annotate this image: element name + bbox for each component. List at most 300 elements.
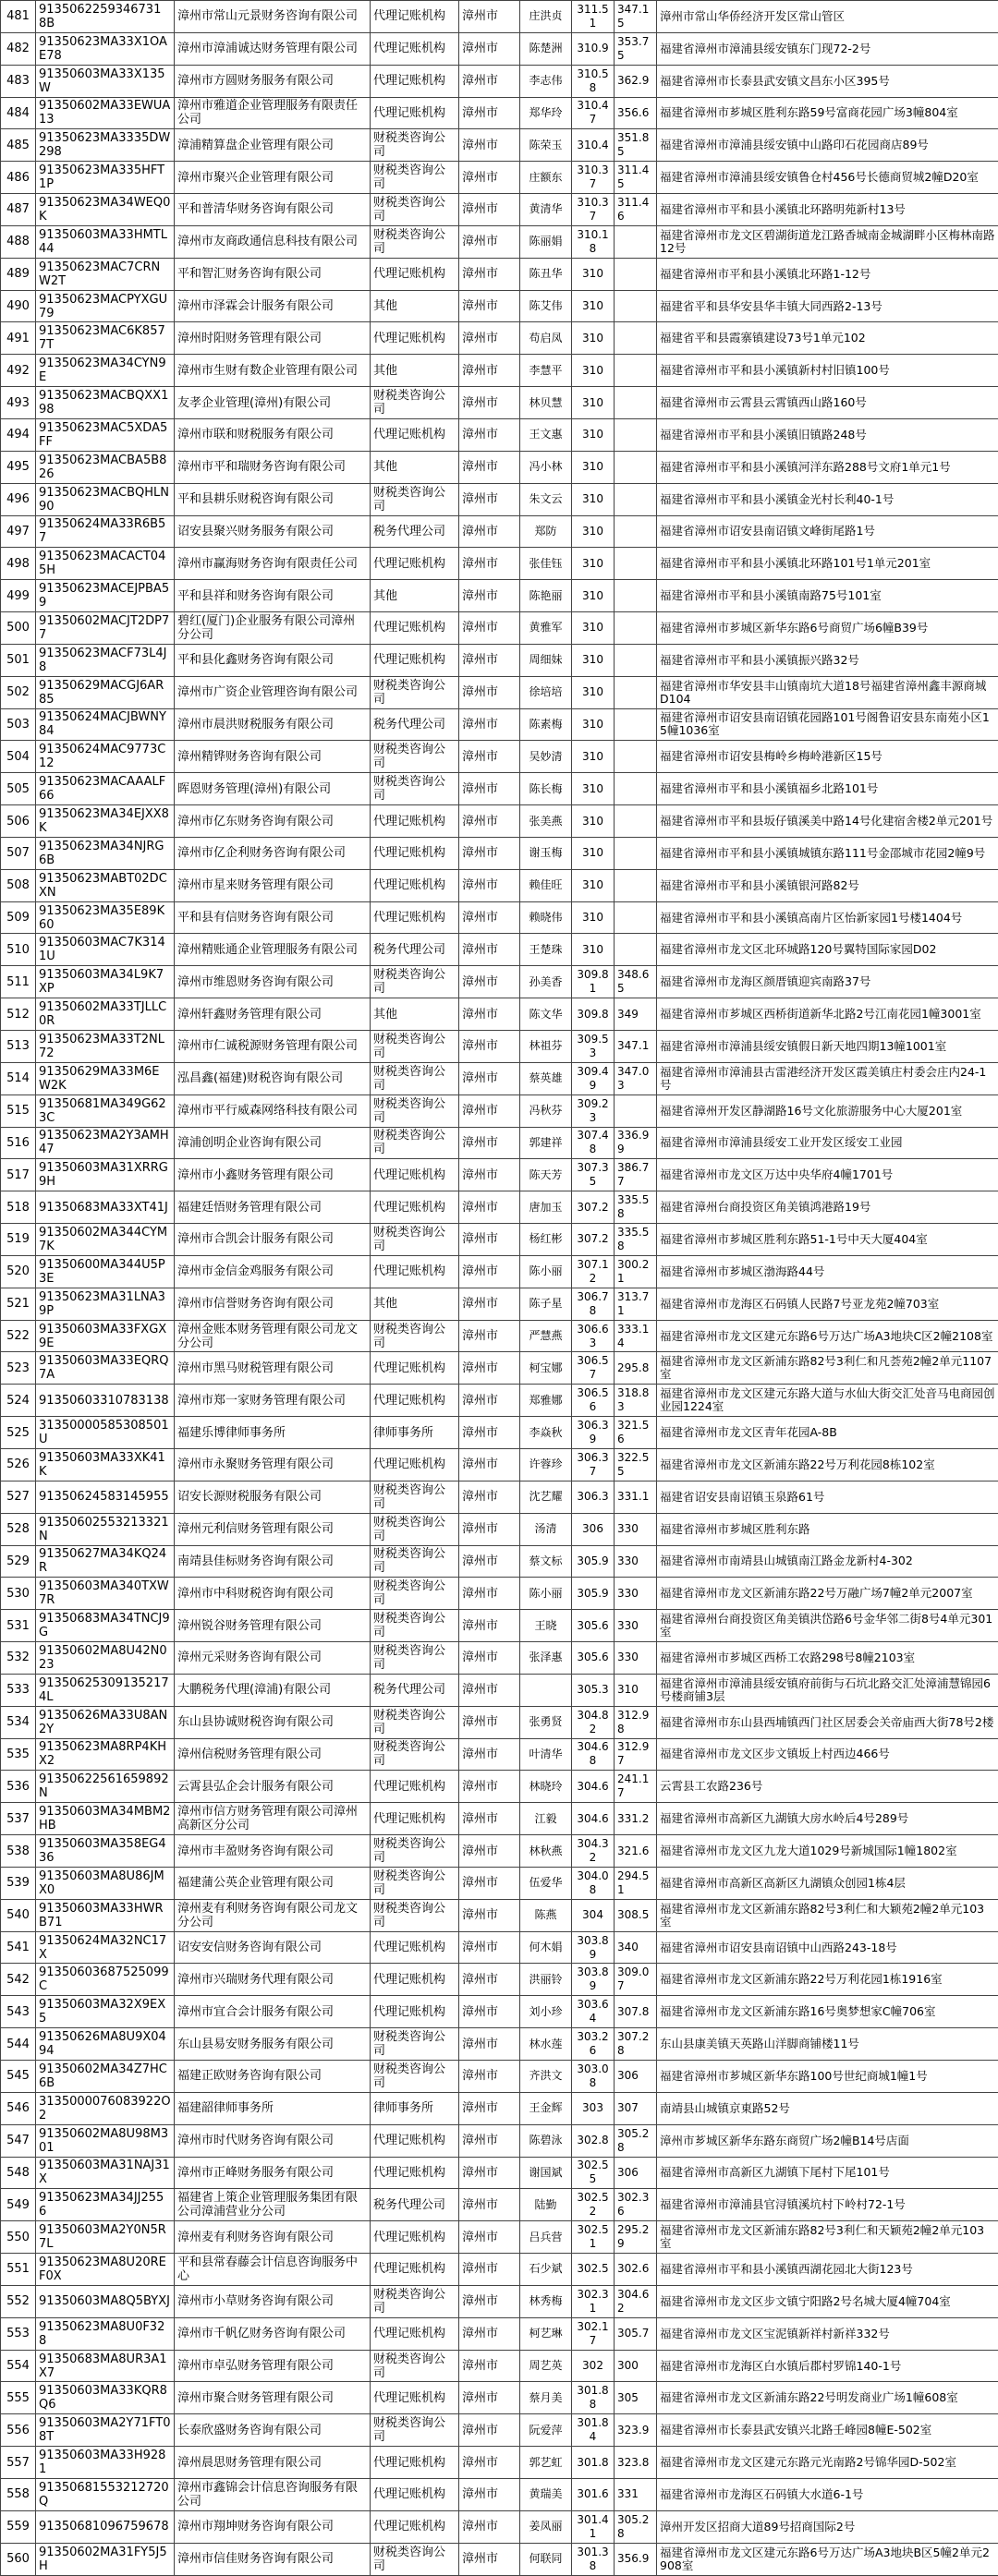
- person-in-charge: 陆勤: [520, 2189, 572, 2221]
- table-row: [1, 1578, 998, 1610]
- table-row: [1, 322, 998, 355]
- credit-code: 91350623MA335HFT1P: [36, 162, 175, 194]
- org-type: 财税类咨询公司: [371, 773, 459, 805]
- score-2: 386.77: [615, 1159, 657, 1191]
- org-type: 财税类咨询公司: [371, 1320, 459, 1352]
- org-type: 财税类咨询公司: [371, 741, 459, 773]
- score-2: 335.58: [615, 1224, 657, 1256]
- row-index: 482: [1, 32, 36, 65]
- score-1: 310.18: [572, 225, 615, 258]
- org-type: 代理记账机构: [371, 1191, 459, 1224]
- score-2: 318.83: [615, 1385, 657, 1417]
- org-type: 税务代理公司: [371, 1674, 459, 1706]
- region: 漳州市: [459, 515, 520, 548]
- row-index: 551: [1, 2254, 36, 2286]
- row-index: 532: [1, 1642, 36, 1675]
- address: 福建省漳州市龙文区九龙大道1029号新城国际1幢1802室: [657, 1835, 998, 1868]
- credit-code: 91350603MA33H9281: [36, 2447, 175, 2479]
- score-2: 353.75: [615, 32, 657, 65]
- address: 福建省漳州市诏安县南诏镇花园路101号阁鲁诏安县东南苑小区15幢1036室: [657, 708, 998, 741]
- person-in-charge: 庄额东: [520, 162, 572, 194]
- row-index: 503: [1, 708, 36, 741]
- table-row: [1, 869, 998, 901]
- table-row: [1, 387, 998, 419]
- person-in-charge: 沈艺耀: [520, 1481, 572, 1513]
- credit-code: 91350623MA31LNA39P: [36, 1288, 175, 1320]
- credit-code: 91350623MA33T2NL72: [36, 1031, 175, 1063]
- score-1: 303: [572, 2092, 615, 2124]
- credit-code: 91350603310783138: [36, 1385, 175, 1417]
- table-row: [1, 2510, 998, 2543]
- org-type: 财税类咨询公司: [371, 225, 459, 258]
- score-2: [615, 451, 657, 483]
- table-row: [1, 2157, 998, 2189]
- score-2: 305.7: [615, 2317, 657, 2350]
- org-type: 财税类咨询公司: [371, 676, 459, 708]
- score-1: 310: [572, 451, 615, 483]
- table-row: [1, 258, 998, 290]
- table-row: [1, 1094, 998, 1127]
- person-in-charge: 李焱秋: [520, 1417, 572, 1449]
- credit-code: 91350623MACAAALF66: [36, 773, 175, 805]
- company-name: 漳州麦有利财务咨询有限公司: [175, 2221, 371, 2254]
- credit-code: 91350623MA8RP4KHX2: [36, 1738, 175, 1771]
- person-in-charge: 庄洪贞: [520, 1, 572, 33]
- person-in-charge: 陈子星: [520, 1288, 572, 1320]
- region: 漳州市: [459, 2317, 520, 2350]
- company-name: 漳州轩鑫财务管理有限公司: [175, 998, 371, 1031]
- company-name: 平和普清华财务咨询有限公司: [175, 194, 371, 226]
- score-1: 305.3: [572, 1674, 615, 1706]
- score-1: 307.12: [572, 1255, 615, 1288]
- table-row: [1, 65, 998, 97]
- score-2: 241.17: [615, 1771, 657, 1803]
- person-in-charge: 周艺英: [520, 2350, 572, 2382]
- row-index: 501: [1, 644, 36, 676]
- region: 漳州市: [459, 2028, 520, 2061]
- row-index: 523: [1, 1352, 36, 1385]
- address: 福建省漳州市龙文区新浦东路82号3利仁和天颖苑2幢2单元103室: [657, 2221, 998, 2254]
- person-in-charge: 张泽惠: [520, 1642, 572, 1675]
- company-name: 平和县有信财务咨询有限公司: [175, 901, 371, 934]
- address: 福建省漳州市漳浦县官浔镇溪坑村下岭村72-1号: [657, 2189, 998, 2221]
- company-name: 漳州锐谷财务管理有限公司: [175, 1610, 371, 1642]
- row-index: 493: [1, 387, 36, 419]
- credit-code: 91350603MA2Y0N5R7L: [36, 2221, 175, 2254]
- table-row: [1, 612, 998, 645]
- score-2: 330: [615, 1578, 657, 1610]
- address: 福建省漳州市芗城区渤海路44号: [657, 1255, 998, 1288]
- table-row: [1, 1964, 998, 1996]
- company-name: 漳州市雅道企业管理服务有限责任公司: [175, 97, 371, 129]
- org-type: 代理记账机构: [371, 2317, 459, 2350]
- org-type: 财税类咨询公司: [371, 1738, 459, 1771]
- score-2: [615, 676, 657, 708]
- region: 漳州市: [459, 322, 520, 355]
- score-2: 321.56: [615, 1417, 657, 1449]
- person-in-charge: 陈文华: [520, 998, 572, 1031]
- org-type: 财税类咨询公司: [371, 483, 459, 515]
- address: 福建省漳州市高新区九湖镇大房水岭后4号289号: [657, 1803, 998, 1835]
- region: 漳州市: [459, 966, 520, 998]
- address: 福建省漳州市龙文区青年花园A-8B: [657, 1417, 998, 1449]
- score-2: 294.51: [615, 1867, 657, 1899]
- org-type: 其他: [371, 355, 459, 387]
- company-name: 碧红(厦门)企业服务有限公司漳州分公司: [175, 612, 371, 645]
- company-name: 漳州市星来财务管理有限公司: [175, 869, 371, 901]
- row-index: 508: [1, 869, 36, 901]
- credit-code: 91350603MA34L9K7XP: [36, 966, 175, 998]
- address: 漳州开发区招商大道89号招商国际2号: [657, 2510, 998, 2543]
- org-type: 代理记账机构: [371, 644, 459, 676]
- row-index: 485: [1, 129, 36, 162]
- org-type: 代理记账机构: [371, 1385, 459, 1417]
- org-type: 代理记账机构: [371, 1255, 459, 1288]
- address: 福建省漳州市龙海区石码镇人民路7号亚龙苑2幢703室: [657, 1288, 998, 1320]
- org-type: 财税类咨询公司: [371, 2414, 459, 2447]
- person-in-charge: 张佳钰: [520, 548, 572, 580]
- address: 福建省漳州市芗城区新华东路6号商贸广场6幢B39号: [657, 612, 998, 645]
- company-name: 漳州市时代财务咨询有限公司: [175, 2124, 371, 2157]
- score-2: 330: [615, 1513, 657, 1545]
- company-name: 漳州市宜合会计服务有限公司: [175, 1996, 371, 2028]
- person-in-charge: 黄清华: [520, 194, 572, 226]
- table-row: [1, 1931, 998, 1964]
- region: 漳州市: [459, 2350, 520, 2382]
- org-type: 律师事务所: [371, 1417, 459, 1449]
- region: 漳州市: [459, 2478, 520, 2510]
- score-1: 305.6: [572, 1610, 615, 1642]
- address: 福建省漳州市芗城区胜利东路: [657, 1513, 998, 1545]
- table-row: [1, 1417, 998, 1449]
- table-row: [1, 708, 998, 741]
- credit-code: 91350600MA344U5P3E: [36, 1255, 175, 1288]
- person-in-charge: 林秀梅: [520, 2285, 572, 2317]
- table-row: [1, 1803, 998, 1835]
- score-2: [615, 708, 657, 741]
- row-index: 555: [1, 2382, 36, 2414]
- person-in-charge: 朱文云: [520, 483, 572, 515]
- credit-code: 91350626MA33U8AN2Y: [36, 1706, 175, 1738]
- score-1: 303.89: [572, 1931, 615, 1964]
- row-index: 487: [1, 194, 36, 226]
- score-1: 302.51: [572, 2221, 615, 2254]
- region: 漳州市: [459, 1127, 520, 1159]
- table-row: [1, 901, 998, 934]
- address: 福建省漳州市龙文区新浦东路22号万利花园8栋102室: [657, 1448, 998, 1481]
- org-type: 律师事务所: [371, 2092, 459, 2124]
- score-2: [615, 258, 657, 290]
- credit-code: 91350602MACJT2DP77: [36, 612, 175, 645]
- credit-code: 91350623MA8U20REF0X: [36, 2254, 175, 2286]
- org-type: 税务代理公司: [371, 515, 459, 548]
- org-type: 代理记账机构: [371, 1, 459, 33]
- region: 漳州市: [459, 97, 520, 129]
- score-2: 300: [615, 2350, 657, 2382]
- address: 福建省漳州市平和县小溪镇高南片区怡新家园1号楼1404号: [657, 901, 998, 934]
- table-row: [1, 966, 998, 998]
- score-1: 309.81: [572, 966, 615, 998]
- score-2: 331: [615, 2478, 657, 2510]
- table-row: [1, 2285, 998, 2317]
- score-1: 311.51: [572, 1, 615, 33]
- org-type: 财税类咨询公司: [371, 1867, 459, 1899]
- row-index: 554: [1, 2350, 36, 2382]
- row-index: 539: [1, 1867, 36, 1899]
- company-name: 友孝企业管理(漳州)有限公司: [175, 387, 371, 419]
- address: 福建省漳州市龙文区宝泥镇新祥村新祥332号: [657, 2317, 998, 2350]
- person-in-charge: 林晓玲: [520, 1771, 572, 1803]
- person-in-charge: 石少斌: [520, 2254, 572, 2286]
- person-in-charge: 严慧燕: [520, 1320, 572, 1352]
- org-type: 代理记账机构: [371, 901, 459, 934]
- region: 漳州市: [459, 1996, 520, 2028]
- table-row: [1, 2414, 998, 2447]
- person-in-charge: 何联同: [520, 2543, 572, 2575]
- region: 漳州市: [459, 1385, 520, 1417]
- score-1: 304: [572, 1899, 615, 1931]
- table-row: [1, 2221, 998, 2254]
- org-type: 财税类咨询公司: [371, 1224, 459, 1256]
- org-type: 财税类咨询公司: [371, 1610, 459, 1642]
- org-type: 其他: [371, 998, 459, 1031]
- address: 福建省漳州市芗城区新华东路100号世纪商城1幢1号: [657, 2061, 998, 2093]
- region: 漳州市: [459, 644, 520, 676]
- credit-code: 91350629MA33M6EW2K: [36, 1062, 175, 1094]
- region: 漳州市: [459, 1931, 520, 1964]
- company-name: 漳州市生财有数企业管理有限公司: [175, 355, 371, 387]
- company-name: 漳州市晨洪财税服务有限公司: [175, 708, 371, 741]
- table-row: [1, 548, 998, 580]
- credit-code: 91350603MA31NAJ31X: [36, 2157, 175, 2189]
- score-1: 306.39: [572, 1417, 615, 1449]
- credit-code: 91350603MA33XK41K: [36, 1448, 175, 1481]
- row-index: 519: [1, 1224, 36, 1256]
- score-2: 295.29: [615, 2221, 657, 2254]
- address: 福建省漳州市龙文区碧湖街道龙江路香城南金城湖畔小区梅林南路12号: [657, 225, 998, 258]
- address: 福建省漳州市龙文区新浦东路82号3利仁和大颖苑2幢2单元103室: [657, 1899, 998, 1931]
- address: 福建省漳州市龙文区北环城路120号翼特国际家园D02: [657, 934, 998, 966]
- company-name: 晖恩财务管理(漳州)有限公司: [175, 773, 371, 805]
- region: 漳州市: [459, 355, 520, 387]
- org-type: 财税类咨询公司: [371, 1094, 459, 1127]
- address: 福建省漳州市漳浦县绥安镇鲁仓村456号长德商贸城2幢D20室: [657, 162, 998, 194]
- credit-code: 91350603MA33KQR8Q6: [36, 2382, 175, 2414]
- row-index: 517: [1, 1159, 36, 1191]
- person-in-charge: 林祖芬: [520, 1031, 572, 1063]
- score-2: 311.46: [615, 194, 657, 226]
- score-2: [615, 837, 657, 869]
- score-1: 310.4: [572, 129, 615, 162]
- table-row: [1, 1385, 998, 1417]
- region: 漳州市: [459, 1288, 520, 1320]
- org-type: 代理记账机构: [371, 1931, 459, 1964]
- row-index: 520: [1, 1255, 36, 1288]
- person-in-charge: 陈小丽: [520, 1255, 572, 1288]
- company-name: 漳州信税财务管理有限公司: [175, 1738, 371, 1771]
- score-1: 305.9: [572, 1578, 615, 1610]
- row-index: 559: [1, 2510, 36, 2543]
- company-name: 东山县易安财务服务有限公司: [175, 2028, 371, 2061]
- company-name: 漳州市丰盈财务咨询有限公司: [175, 1835, 371, 1868]
- score-2: [615, 387, 657, 419]
- address: 福建省漳州市南靖县山城镇南江路金龙新村4-302: [657, 1545, 998, 1578]
- row-index: 538: [1, 1835, 36, 1868]
- address: 福建省漳州市龙文区建元东路元光南路2号锦华园D-502室: [657, 2447, 998, 2479]
- row-index: 540: [1, 1899, 36, 1931]
- org-type: 代理记账机构: [371, 612, 459, 645]
- org-type: 财税类咨询公司: [371, 194, 459, 226]
- person-in-charge: 李志伟: [520, 65, 572, 97]
- company-name: 诏安县聚兴财务服务有限公司: [175, 515, 371, 548]
- person-in-charge: 蔡英雄: [520, 1062, 572, 1094]
- row-index: 547: [1, 2124, 36, 2157]
- address: 福建省漳州市芗城区胜利东路59号富商花园广场3幢804室: [657, 97, 998, 129]
- org-type: 税务代理公司: [371, 934, 459, 966]
- score-1: 302.8: [572, 2124, 615, 2157]
- company-name: 漳州市中科财税咨询有限公司: [175, 1578, 371, 1610]
- score-1: 302.17: [572, 2317, 615, 2350]
- credit-code: 91350681553212720Q: [36, 2478, 175, 2510]
- table-row: [1, 2028, 998, 2061]
- score-2: 307: [615, 2092, 657, 2124]
- row-index: 552: [1, 2285, 36, 2317]
- address: 福建省漳州市龙文区新浦东路22号万融广场7幢2单元2007室: [657, 1578, 998, 1610]
- org-type: 代理记账机构: [371, 837, 459, 869]
- address: 福建省漳州台商投资区角美镇鸿港路19号: [657, 1191, 998, 1224]
- company-name: 漳州市信佳财务咨询有限公司: [175, 2543, 371, 2575]
- score-2: 305: [615, 2382, 657, 2414]
- credit-code: 91350603MA33FXGX9E: [36, 1320, 175, 1352]
- table-row: [1, 1320, 998, 1352]
- company-name: 漳州市维恩财务咨询有限公司: [175, 966, 371, 998]
- credit-code: 91350623MACEJPBA59: [36, 580, 175, 612]
- org-type: 代理记账机构: [371, 1964, 459, 1996]
- address: 福建省漳州市平和县小溪镇金光村长利40-1号: [657, 483, 998, 515]
- credit-code: 91350603MA33EQRQ7A: [36, 1352, 175, 1385]
- row-index: 522: [1, 1320, 36, 1352]
- region: 漳州市: [459, 2157, 520, 2189]
- score-2: 300.21: [615, 1255, 657, 1288]
- org-type: 财税类咨询公司: [371, 1481, 459, 1513]
- score-1: 302: [572, 2350, 615, 2382]
- company-name: 漳浦创明企业咨询有限公司: [175, 1127, 371, 1159]
- score-1: 304.32: [572, 1835, 615, 1868]
- region: 漳州市: [459, 1835, 520, 1868]
- score-1: 306: [572, 1513, 615, 1545]
- region: 漳州市: [459, 2447, 520, 2479]
- region: 漳州市: [459, 2382, 520, 2414]
- org-type: 其他: [371, 580, 459, 612]
- row-index: 494: [1, 418, 36, 451]
- score-2: [615, 934, 657, 966]
- company-name: 漳州市常山元景财务咨询有限公司: [175, 1, 371, 33]
- region: 漳州市: [459, 1448, 520, 1481]
- credit-code: 91350622561659892N: [36, 1771, 175, 1803]
- company-name: 漳州市郑一家财务管理有限公司: [175, 1385, 371, 1417]
- address: 福建省漳州开发区静湖路16号文化旅游服务中心大厦201室: [657, 1094, 998, 1127]
- company-name: 漳州市平和瑞财务咨询有限公司: [175, 451, 371, 483]
- company-name: 漳州市鑫锦会计信息咨询服务有限公司: [175, 2478, 371, 2510]
- company-name: 云霄县弘企会计服务有限公司: [175, 1771, 371, 1803]
- org-type: 代理记账机构: [371, 1159, 459, 1191]
- org-type: 财税类咨询公司: [371, 162, 459, 194]
- row-index: 537: [1, 1803, 36, 1835]
- person-in-charge: 李慧平: [520, 355, 572, 387]
- credit-code: 91350603MA8Q5BYXJ: [36, 2285, 175, 2317]
- score-1: 310: [572, 355, 615, 387]
- org-type: 代理记账机构: [371, 1352, 459, 1385]
- credit-code: 91350603MA358EG436: [36, 1835, 175, 1868]
- credit-code: 91350623MA34EJXX8K: [36, 805, 175, 838]
- score-1: 307.2: [572, 1191, 615, 1224]
- table-row: [1, 162, 998, 194]
- credit-code: 91350603MA33X135W: [36, 65, 175, 97]
- table-row: [1, 355, 998, 387]
- org-type: 代理记账机构: [371, 2221, 459, 2254]
- row-index: 491: [1, 322, 36, 355]
- region: 漳州市: [459, 258, 520, 290]
- region: 漳州市: [459, 548, 520, 580]
- credit-code: 91350623MA34JJ2556: [36, 2189, 175, 2221]
- person-in-charge: 赖佳旺: [520, 869, 572, 901]
- score-2: 340: [615, 1931, 657, 1964]
- org-type: 财税类咨询公司: [371, 966, 459, 998]
- credit-code: 91350624MAC9773C12: [36, 741, 175, 773]
- company-name: 南靖县佳标财务咨询有限公司: [175, 1545, 371, 1578]
- table-row: [1, 1867, 998, 1899]
- score-1: 301.84: [572, 2414, 615, 2447]
- address: 福建省漳州市漳浦县绥安工业开发区绥安工业园: [657, 1127, 998, 1159]
- person-in-charge: 林秋燕: [520, 1835, 572, 1868]
- company-name: 大鹏税务代理(漳浦)有限公司: [175, 1674, 371, 1706]
- org-type: 财税类咨询公司: [371, 1127, 459, 1159]
- person-in-charge: 姜凤丽: [520, 2510, 572, 2543]
- row-index: 511: [1, 966, 36, 998]
- company-name: 诏安长源财税服务有限公司: [175, 1481, 371, 1513]
- score-2: [615, 225, 657, 258]
- row-index: 484: [1, 97, 36, 129]
- org-type: 财税类咨询公司: [371, 1899, 459, 1931]
- row-index: 543: [1, 1996, 36, 2028]
- address: 福建省漳州市龙文区步文镇宁阳路2号名城大厦4幢704室: [657, 2285, 998, 2317]
- table-row: [1, 1352, 998, 1385]
- score-1: 310: [572, 773, 615, 805]
- row-index: 560: [1, 2543, 36, 2575]
- table-row: [1, 2350, 998, 2382]
- region: 漳州市: [459, 2254, 520, 2286]
- address: 福建省平和县霞寨镇建设73号1单元102: [657, 322, 998, 355]
- address: 福建省漳州市龙海区石码镇大水道6-1号: [657, 2478, 998, 2510]
- score-1: 310: [572, 741, 615, 773]
- row-index: 550: [1, 2221, 36, 2254]
- score-1: 310: [572, 290, 615, 322]
- row-index: 488: [1, 225, 36, 258]
- score-1: 310: [572, 258, 615, 290]
- credit-code: 91350603MA31XRRG9H: [36, 1159, 175, 1191]
- person-in-charge: 王楚珠: [520, 934, 572, 966]
- score-2: [615, 805, 657, 838]
- credit-code: 91350602MA8U98M301: [36, 2124, 175, 2157]
- table-row: [1, 290, 998, 322]
- table-row: [1, 1513, 998, 1545]
- table-row: [1, 1127, 998, 1159]
- table-row: [1, 741, 998, 773]
- score-1: 303.89: [572, 1964, 615, 1996]
- address: 福建省漳州市诏安县南诏镇中山西路243-18号: [657, 1931, 998, 1964]
- person-in-charge: 谢玉梅: [520, 837, 572, 869]
- company-name: 平和县祥和财务咨询有限公司: [175, 580, 371, 612]
